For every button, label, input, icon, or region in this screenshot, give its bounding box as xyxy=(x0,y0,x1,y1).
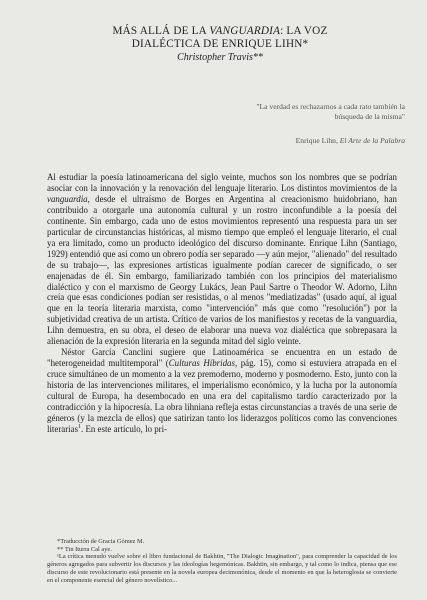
p2-work-title: Culturas Híbridas xyxy=(168,358,235,369)
footnote-ref-1: 1 xyxy=(78,423,82,430)
article-body xyxy=(47,172,397,435)
p2-text-c: . En este artículo, lo pri- xyxy=(81,423,168,434)
p1-vanguardia: vanguardia xyxy=(47,193,88,204)
footnote-author: ** Tin Iturra Cal aye. xyxy=(57,545,112,553)
p2-text-a: Néstor García Canclini sugiere que Latinoamérica se encuentra en un estado de "heterogeneidad multitemporal" ( xyxy=(47,347,397,369)
title-line1-pre: MÁS ALLÁ DE LA xyxy=(112,25,210,37)
paragraph-1 xyxy=(47,172,397,347)
footnote-translation: *Traducción de Gracia Gómez M. xyxy=(57,538,145,545)
epigraph xyxy=(240,102,405,146)
title-line-2: DIALÉCTICA DE ENRIQUE LIHN* xyxy=(131,38,309,50)
p1-text-b: , desde el ultraísmo de Borges en Argentina al creacionismo huidobriano, han contribuido a otorgarle una autonomía cultural y un rostro inconfundible a la poesía del continente. Sin embargo, cada uno de estos movimientos representó una respuesta para un ser particular de circunstancias históricas, al mismo tiempo que empleó el lenguaje literario, el cual ya era limitado, como un producto ideológico del discurso dominante. Enrique Lihn (Santiago, 1929) entendió que así como un obrero podía ser separado —y aún mejor, "alienado" del resultado de su trabajo—, las expresiones artísticas igualmente podían carecer de significado, o ser enajenadas de él. Sin embargo, familiarizado también con los principios del materialismo dialéctico y con el marxismo de Georgy Lukács, Jean Paul Sartre o Theodor W. Adorno, Lihn creía que esas condiciones podían ser resistidas, o al menos "mediatizadas" (usado aquí, al igual que en la teoría literaria marxista, como "intervención" más que como "resolución") por la subjetividad creativa de un artista. Crítico de varios de los manifiestos y recetas de la vanguardia, Lihn demuestra, en su obra, el deseo de elaborar una nueva voz dialéctica que sobrepasara la alienación de la expresión literaria en la segunda mitad del siglo veinte. xyxy=(47,193,397,347)
author-byline: Christopher Travis** xyxy=(177,52,263,63)
title-line1-magazine: VANGUARDIA xyxy=(209,25,281,37)
paragraph-2 xyxy=(47,347,397,435)
epigraph-quote: "La verdad es rechazarnos a cada rato también la búsqueda de la misma" xyxy=(256,102,405,121)
p1-text-a: Al estudiar la poesía latinoamericana del siglo veinte, muchos son los nombres que se podrían asociar con la innovación y la renovación del lenguaje literario. Los distintos movimientos de la xyxy=(47,172,397,193)
title-line1-post: : LA VOZ xyxy=(280,25,328,37)
footnote-1: ¹La crítica menudo vuelve sobre el libro fundacional de Bakhtin, "The Dialogic Imagination", para comprender la capacidad de los géneros agregados para subvertir los discursos y las ideologías hegemónicas. Bakhtin, sin embargo, y tal como lo indica, piensa que ese discurso de este revolucionario está presente en la novela europea decimonónica, desde el momento en que la heteroglosia se convierte en el componente esencial del género novelístico... xyxy=(47,553,397,584)
epigraph-attribution-work: El Arte de la Palabra xyxy=(339,136,405,145)
article-title xyxy=(60,25,380,51)
epigraph-attribution xyxy=(240,136,405,146)
epigraph-attribution-name: Enrique Lihn, xyxy=(295,136,340,145)
p2-text-b: , pág. 15), como si estuviera atrapada en el cruce simultáneo de un momento a la vez premoderno, moderno y posmoderno. Esto, junto con la historia de las intervenciones militares, el imperialismo económico, y la lucha por la autonomía cultural de Europa, ha desembocado en una era del capitalismo tardío caracterizado por la contradicción y la hipocresía. La obra lihniana refleja estas circunstancias a través de una serie de géneros (y la mezcla de ellos) que satirizan tanto los liderazgos políticos como las convenciones literarias xyxy=(47,358,397,434)
title-line-1 xyxy=(60,25,380,38)
footnotes xyxy=(47,538,397,584)
